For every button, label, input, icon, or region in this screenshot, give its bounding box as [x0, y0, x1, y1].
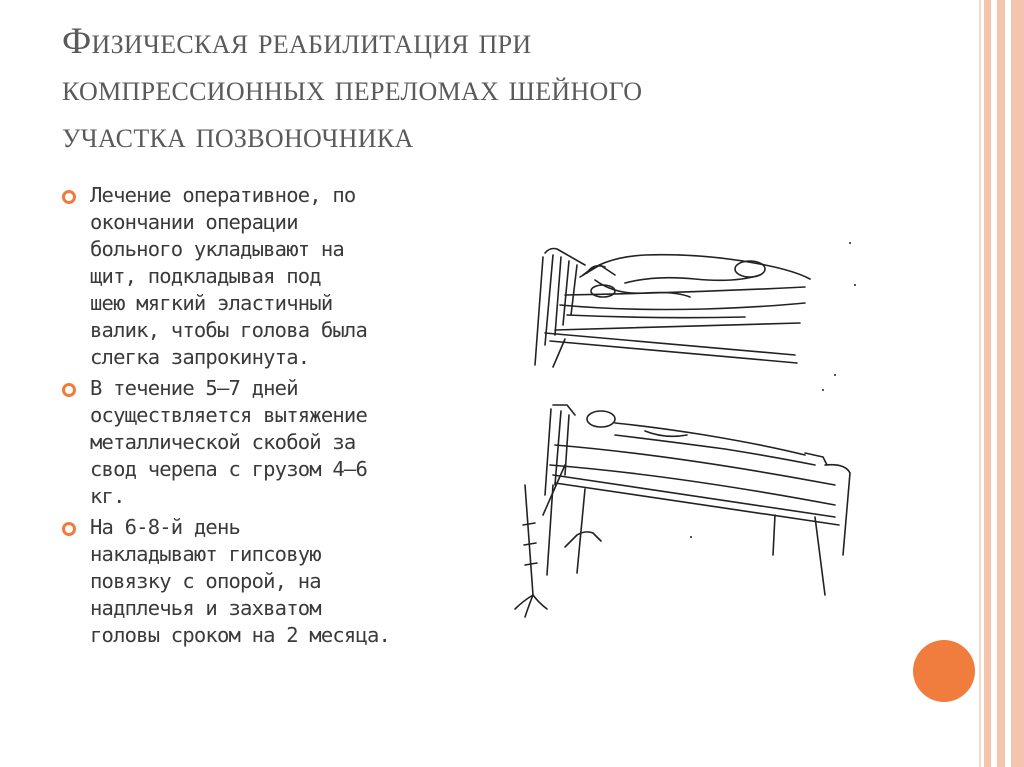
decor-stripe	[1011, 0, 1024, 767]
bullet-line: головы сроком на 2 месяца.	[90, 623, 391, 647]
patient-on-bed-illustration	[505, 235, 865, 635]
title-line: участка позвоночника	[62, 115, 414, 156]
bullet-ring-icon	[62, 383, 76, 397]
decor-stripe	[984, 0, 991, 767]
bullet-line: валик, чтобы голова была	[90, 318, 368, 342]
bullet-item	[62, 375, 482, 510]
bullet-line: В течение 5–7 дней	[90, 376, 298, 400]
bullet-item	[62, 514, 482, 649]
bullet-line: щит, подкладывая под	[90, 264, 321, 288]
title-line: Физическая реабилитация при	[62, 21, 532, 62]
bullet-line: Лечение оперативное, по	[90, 183, 356, 207]
slide-title	[62, 18, 942, 159]
bullet-line: накладывают гипсовую	[90, 542, 321, 566]
lower-bed-drawing	[515, 405, 850, 617]
decor-stripe	[979, 0, 981, 767]
bullet-line: надплечья и захватом	[90, 596, 321, 620]
title-line: компрессионных переломах шейного	[62, 68, 643, 109]
bullet-ring-icon	[62, 522, 76, 536]
decor-stripe	[997, 0, 1005, 767]
bullet-item	[62, 182, 482, 371]
bullet-line: окончании операции	[90, 210, 298, 234]
bullet-line: больного укладывают на	[90, 237, 344, 261]
bullet-line: слегка запрокинута.	[90, 345, 310, 369]
bullet-line: шею мягкий эластичный	[90, 291, 333, 315]
bullet-line: осуществляется вытяжение	[90, 403, 368, 427]
bullet-line: На 6-8-й день	[90, 515, 241, 539]
bullet-line: повязку с опорой, на	[90, 569, 321, 593]
bullet-ring-icon	[62, 190, 76, 204]
bullet-list	[62, 182, 482, 653]
upper-bed-drawing	[535, 249, 810, 368]
bullet-line: кг.	[90, 484, 125, 508]
bullet-line: свод черепа с грузом 4–6	[90, 457, 368, 481]
orange-circle-decor	[913, 640, 975, 702]
bullet-line: металлической скобой за	[90, 430, 356, 454]
